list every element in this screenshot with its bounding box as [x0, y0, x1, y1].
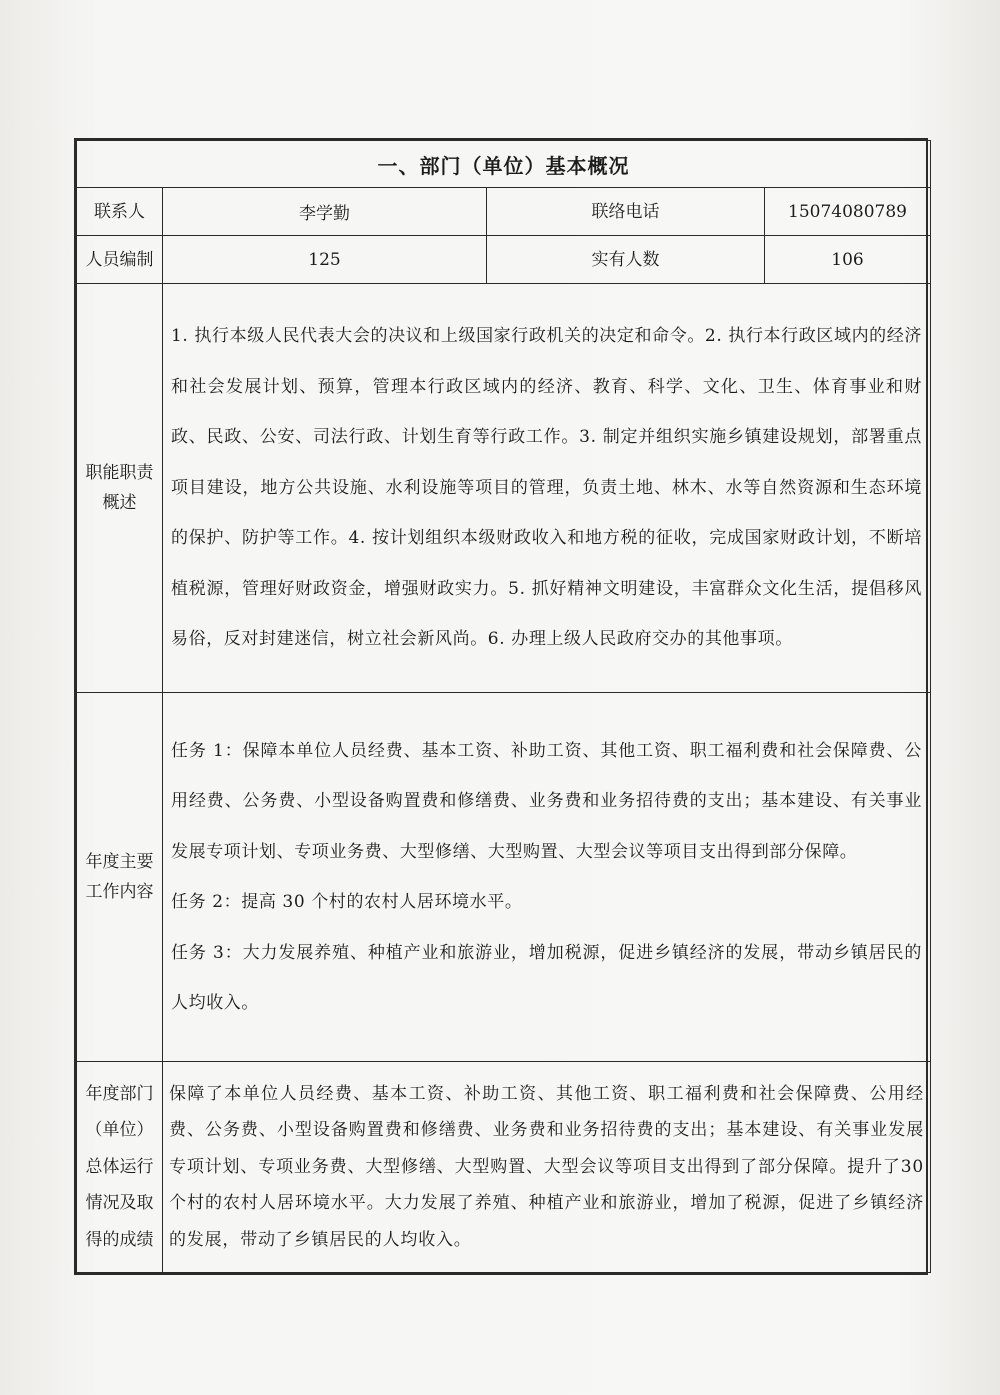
duties-label [77, 284, 163, 693]
staffing-row [77, 236, 931, 284]
task-item: 任务 1：保障本单位人员经费、基本工资、补助工资、其他工资、职工福利费和社会保障费、公用经费、公务费、小型设备购置费和修缮费、业务费和业务招待费的支出；基本建设、有关事业发展专项计划、专项业务费、大型修缮、大型购置、大型会议等项目支出得到部分保障。 [171, 740, 922, 862]
section-title: 一、部门（单位）基本概况 [77, 141, 931, 188]
annual-results-label-line: 情况及取 [85, 1193, 154, 1214]
annual-work-label-line: 年度主要 [85, 852, 154, 872]
staffing-label: 人员编制 [77, 236, 163, 284]
annual-work-label-line: 工作内容 [85, 882, 154, 902]
contact-value: 李学勤 [163, 188, 487, 236]
annual-results-paragraph: 保障了本单位人员经费、基本工资、补助工资、其他工资、职工福利费和社会保障费、公用经费、公务费、小型设备购置费和修缮费、业务费和业务招待费的支出；基本建设、有关事业发展专项计划、专项业务费、大型修缮、大型购置、大型会议等项目支出得到了部分保障。提升了30个村的农村人居环境水平。大力发展了养殖、种植产业和旅游业，增加了税源，促进了乡镇经济的发展，带动了乡镇居民的人均收入。 [169, 1083, 924, 1250]
overview-table [76, 140, 931, 1273]
duties-row [77, 284, 931, 693]
annual-results-label-line: 总体运行 [85, 1156, 154, 1177]
contact-label: 联系人 [77, 188, 163, 236]
duties-label-line: 概述 [102, 493, 137, 513]
annual-results-label-line: 年度部门 [85, 1083, 154, 1104]
contact-row [77, 188, 931, 236]
actual-staff-label: 实有人数 [487, 236, 765, 284]
task-item: 任务 2：提高 30 个村的农村人居环境水平。 [171, 892, 523, 912]
annual-results-row [77, 1062, 931, 1273]
phone-value: 15074080789 [765, 188, 931, 236]
annual-results-label [77, 1062, 163, 1273]
annual-results-label-line: （单位） [85, 1120, 154, 1141]
annual-work-label [77, 693, 163, 1062]
actual-staff-value: 106 [765, 236, 931, 284]
annual-results-text [163, 1062, 931, 1273]
duties-label-line: 职能职责 [85, 463, 154, 483]
duties-text [163, 284, 931, 693]
staffing-value: 125 [163, 236, 487, 284]
annual-results-label-line: 得的成绩 [85, 1229, 154, 1250]
phone-label: 联络电话 [487, 188, 765, 236]
task-item: 任务 3：大力发展养殖、种植产业和旅游业，增加税源，促进乡镇经济的发展，带动乡镇居民的人均收入。 [171, 942, 922, 1013]
basic-overview-form [74, 138, 928, 1275]
duties-paragraph: 1. 执行本级人民代表大会的决议和上级国家行政机关的决定和命令。2. 执行本行政区域内的经济和社会发展计划、预算，管理本行政区域内的经济、教育、科学、文化、卫生、体育事业和财政、民政、公安、司法行政、计划生育等行政工作。3. 制定并组织实施乡镇建设规划，部署重点项目建设，地方公共设施、水利设施等项目的管理，负责土地、林木、水等自然资源和生态环境的保护、防护等工作。4. 按计划组织本级财政收入和地方税的征收，完成国家财政计划，不断培植税源，管理好财政资金，增强财政实力。5. 抓好精神文明建设，丰富群众文化生活，提倡移风易俗，反对封建迷信，树立社会新风尚。6. 办理上级人民政府交办的其他事项。 [171, 326, 922, 650]
annual-work-text [163, 693, 931, 1062]
annual-work-row [77, 693, 931, 1062]
